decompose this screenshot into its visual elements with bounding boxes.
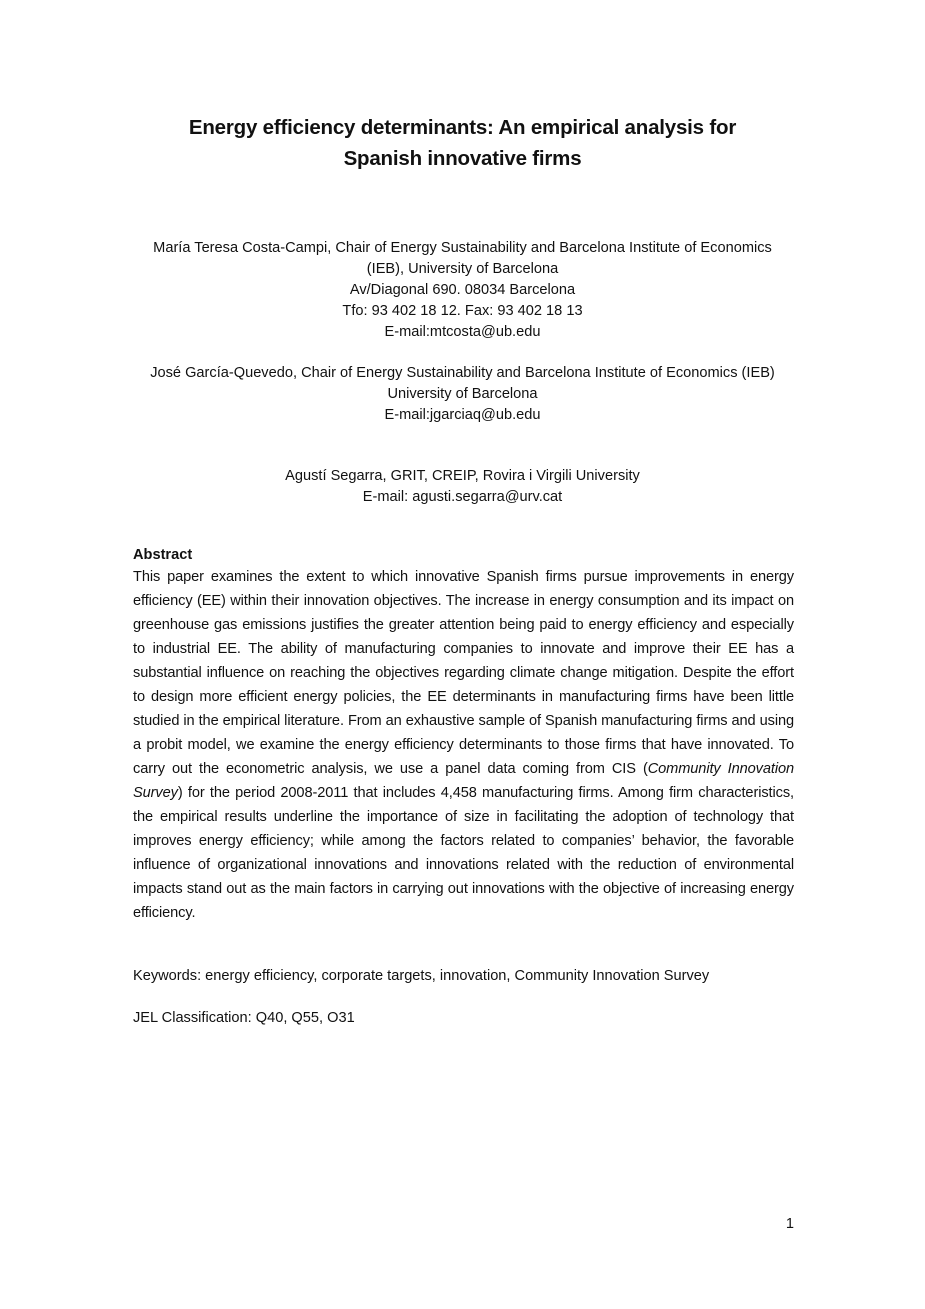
author-name-affiliation: Agustí Segarra, GRIT, CREIP, Rovira i Virgili University — [285, 468, 640, 484]
author-affiliation: (IEB), University of Barcelona — [366, 261, 559, 277]
abstract-text-part-2: ) for the period 2008-2011 that includes 4,458 manufacturing firms. Among firm characteristics, the empirical results underline the importance of size in facilitating the adoption of technology that improves energy efficiency; while among the factors related to companies’ behavior, the favorable influence of organizational innovations and innovations related with the reduction of environmental impacts stand out as the main factors in carrying out innovations with the objective of increasing energy efficiency. — [133, 785, 794, 921]
page-number: 1 — [785, 1216, 794, 1232]
title-line-2: Spanish innovative firms — [343, 147, 582, 170]
paper-title — [120, 112, 805, 174]
author-email: E-mail:mtcosta@ub.edu — [384, 324, 541, 340]
author-address: Av/Diagonal 690. 08034 Barcelona — [349, 282, 576, 298]
abstract-text-italic: Community Innovation Survey — [133, 761, 795, 801]
abstract-heading: Abstract — [133, 547, 193, 563]
author-name-affiliation: María Teresa Costa-Campi, Chair of Energy Sustainability and Barcelona Institute of Economics — [153, 240, 772, 256]
abstract-body — [133, 565, 794, 925]
author-block-segarra — [120, 466, 805, 508]
abstract-section — [133, 545, 794, 925]
author-email: E-mail:jgarciaq@ub.edu — [384, 407, 541, 423]
author-block-garcia-quevedo — [120, 363, 805, 426]
author-block-costa-campi — [120, 238, 805, 343]
author-name-affiliation: José García-Quevedo, Chair of Energy Sustainability and Barcelona Institute of Economics (IEB) — [150, 365, 775, 381]
author-phone-fax: Tfo: 93 402 18 12. Fax: 93 402 18 13 — [342, 303, 583, 319]
keywords-line: Keywords: energy efficiency, corporate targets, innovation, Community Innovation Survey — [133, 968, 710, 984]
title-line-1: Energy efficiency determinants: An empirical analysis for — [188, 116, 737, 139]
abstract-text-part-1: This paper examines the extent to which innovative Spanish firms pursue improvements in energy efficiency (EE) within their innovation objectives. The increase in energy consumption and its impact on greenhouse gas emissions justifies the greater attention being paid to energy efficiency and especially to industrial EE. The ability of manufacturing companies to innovate and improve their EE has a substantial influence on reaching the objectives regarding climate change mitigation. Despite the effort to design more efficient energy policies, the EE determinants in manufacturing firms have been little studied in the empirical literature. From an exhaustive sample of Spanish manufacturing firms and using a probit model, we examine the energy efficiency determinants to those firms that have innovated. To carry out the econometric analysis, we use a panel data coming from CIS ( — [133, 569, 794, 777]
author-affiliation: University of Barcelona — [387, 386, 538, 402]
author-email: E-mail: agusti.segarra@urv.cat — [362, 489, 563, 505]
jel-classification-line: JEL Classification: Q40, Q55, O31 — [133, 1010, 355, 1026]
